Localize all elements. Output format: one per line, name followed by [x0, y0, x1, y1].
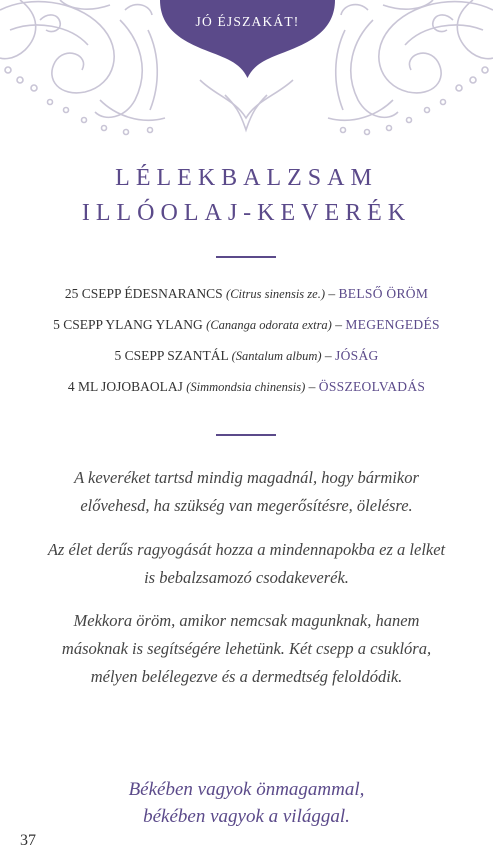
ingredient-separator: – [305, 379, 319, 394]
ingredient-line [0, 348, 493, 364]
ingredient-quality: ÖSSZEOLVADÁS [318, 379, 426, 394]
ingredient-latin-name: (Citrus sinensis ze.) [226, 287, 325, 301]
ingredient-latin-name: (Cananga odorata extra) [206, 318, 332, 332]
ingredient-separator: – [331, 317, 346, 332]
page-title-line-1: LÉLEKBALZSAM [115, 165, 378, 191]
ingredient-amount: 4 ML JOJOBAOLAJ [67, 379, 183, 394]
paragraph-line: mélyen belélegezve és a dermedtség feloldódik. [90, 667, 403, 686]
paragraph-line: elővehesd, ha szükség van megerősítésre, ölelésre. [80, 496, 413, 515]
page-title-line-2: ILLÓOLAJ-KEVERÉK [81, 200, 412, 226]
ingredient-amount: 5 CSEPP YLANG YLANG [53, 317, 203, 332]
ingredient-separator: – [321, 348, 336, 363]
paragraph-line: A keveréket tartsd mindig magadnál, hogy bármikor [74, 468, 419, 487]
ingredient-line [0, 379, 493, 395]
ingredient-latin-name: (Santalum album) [231, 349, 322, 363]
header-banner-text: JÓ ÉJSZAKÁT! [195, 14, 300, 29]
divider-bottom [216, 434, 276, 436]
ingredient-quality: MEGENGEDÉS [345, 317, 440, 332]
closing-line: Békében vagyok önmagammal, [128, 779, 365, 800]
paragraph-2 [40, 536, 453, 592]
paragraph-1 [40, 464, 453, 520]
paragraph-line: Mekkora öröm, amikor nemcsak magunknak, hanem [73, 611, 420, 630]
ingredient-amount: 25 CSEPP ÉDESNARANCS [64, 286, 223, 301]
paragraph-line: Az élet derűs ragyogását hozza a mindennapokba ez a lelket [47, 540, 446, 559]
ingredient-quality: JÓSÁG [335, 348, 379, 363]
page-number: 37 [20, 832, 36, 849]
closing-affirmation [0, 776, 493, 830]
closing-line: békében vagyok a világgal. [143, 806, 350, 827]
divider-top [216, 256, 276, 258]
ingredient-amount: 5 CSEPP SZANTÁL [114, 348, 229, 363]
header-banner [160, 0, 335, 78]
ingredient-separator: – [325, 286, 339, 301]
ingredient-line [0, 286, 493, 302]
paragraph-line: is bebalzsamozó csodakeverék. [144, 568, 349, 587]
ingredient-latin-name: (Simmondsia chinensis) [186, 380, 306, 394]
ingredient-line [0, 317, 493, 333]
ingredient-quality: BELSŐ ÖRÖM [338, 286, 429, 301]
paragraph-line: másoknak is segítségére lehetünk. Két csepp a csuklóra, [61, 639, 432, 658]
paragraph-3 [40, 607, 453, 691]
